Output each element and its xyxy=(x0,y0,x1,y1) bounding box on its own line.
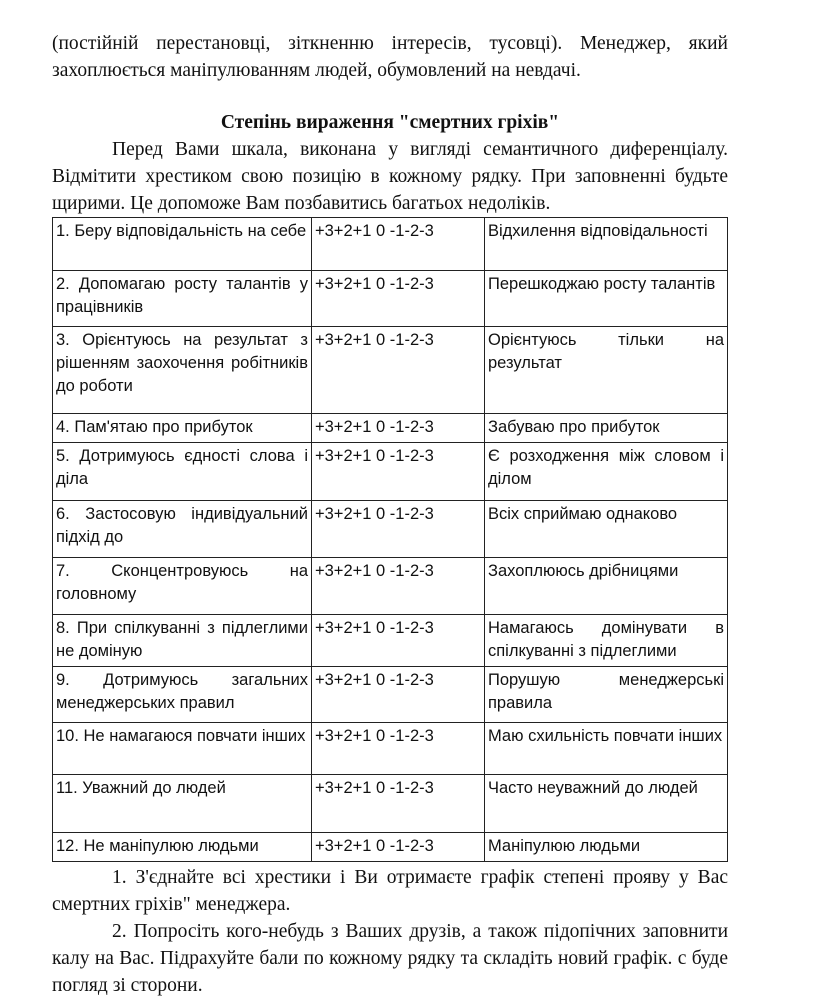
positive-pole-cell: 12. Не маніпулюю людьми xyxy=(53,833,312,862)
negative-pole-cell: Всіх сприймаю однаково xyxy=(485,501,728,558)
table-row xyxy=(53,775,728,833)
table-row xyxy=(53,558,728,615)
table-row xyxy=(53,271,728,327)
scale-cell[interactable]: +3+2+1 0 -1-2-3 xyxy=(312,327,485,414)
table-row xyxy=(53,218,728,271)
scale-cell[interactable]: +3+2+1 0 -1-2-3 xyxy=(312,501,485,558)
positive-pole-cell: 4. Пам'ятаю про прибуток xyxy=(53,414,312,443)
negative-pole-cell: Часто неуважний до людей xyxy=(485,775,728,833)
table-row xyxy=(53,501,728,558)
table-row xyxy=(53,833,728,862)
positive-pole-cell: 7. Сконцентровуюсь на головному xyxy=(53,558,312,615)
scale-cell[interactable]: +3+2+1 0 -1-2-3 xyxy=(312,271,485,327)
positive-pole-cell: 10. Не намагаюся повчати інших xyxy=(53,723,312,775)
section-title: Степінь вираження "смертних гріхів" xyxy=(220,112,560,133)
instructions-paragraph: Перед Вами шкала, виконана у вигляді семантичного диференціалу. Відмітити хрестиком свою позицію в кожному рядку. При заповненні будьте щирими. Це допоможе Вам позбавитись багатьох недоліків. xyxy=(52,139,728,214)
positive-pole-cell: 9. Дотримуюсь загальних менеджерських правил xyxy=(53,667,312,723)
scale-cell[interactable]: +3+2+1 0 -1-2-3 xyxy=(312,833,485,862)
table-row xyxy=(53,327,728,414)
positive-pole-cell: 11. Уважний до людей xyxy=(53,775,312,833)
table-row xyxy=(53,443,728,501)
table-row xyxy=(53,414,728,443)
scale-cell[interactable]: +3+2+1 0 -1-2-3 xyxy=(312,218,485,271)
negative-pole-cell: Захоплююсь дрібницями xyxy=(485,558,728,615)
positive-pole-cell: 2. Допомагаю росту талантів у працівників xyxy=(53,271,312,327)
negative-pole-cell: Є розходження між словом і ділом xyxy=(485,443,728,501)
step-1-paragraph: 1. З'єднайте всі хрестики і Ви отримаєте графік степені прояву у Вас смертних гріхів" менеджера. xyxy=(52,867,728,915)
positive-pole-cell: 8. При спілкуванні з підлеглими не доміную xyxy=(53,615,312,667)
scale-cell[interactable]: +3+2+1 0 -1-2-3 xyxy=(312,558,485,615)
step-2-paragraph: 2. Попросіть кого-небудь з Ваших друзів, а також підопічних заповнити калу на Вас. Підрахуйте бали по кожному рядку та складіть новий графік. с буде погляд зі сторони. xyxy=(52,921,728,996)
positive-pole-cell: 6. Застосовую індивідуальний підхід до xyxy=(53,501,312,558)
scale-cell[interactable]: +3+2+1 0 -1-2-3 xyxy=(312,615,485,667)
positive-pole-cell: 3. Орієнтуюсь на результат з рішенням заохочення робітників до роботи xyxy=(53,327,312,414)
positive-pole-cell: 5. Дотримуюсь єдності слова і діла xyxy=(53,443,312,501)
scale-cell[interactable]: +3+2+1 0 -1-2-3 xyxy=(312,667,485,723)
scale-cell[interactable]: +3+2+1 0 -1-2-3 xyxy=(312,414,485,443)
semantic-differential-table xyxy=(52,217,728,862)
table-row xyxy=(53,723,728,775)
scale-cell[interactable]: +3+2+1 0 -1-2-3 xyxy=(312,443,485,501)
negative-pole-cell: Відхилення відповідальності xyxy=(485,218,728,271)
scale-cell[interactable]: +3+2+1 0 -1-2-3 xyxy=(312,775,485,833)
positive-pole-cell: 1. Беру відповідальність на себе xyxy=(53,218,312,271)
document-page xyxy=(52,30,728,999)
negative-pole-cell: Маю схильність повчати інших xyxy=(485,723,728,775)
negative-pole-cell: Намагаюсь домінувати в спілкуванні з підлеглими xyxy=(485,615,728,667)
table-row xyxy=(53,667,728,723)
negative-pole-cell: Перешкоджаю росту талантів xyxy=(485,271,728,327)
table-row xyxy=(53,615,728,667)
intro-paragraph: (постійній перестановці, зіткненню інтересів, тусовці). Менеджер, який захоплюється маніпулюванням людей, обумовлений на невдачі. xyxy=(52,33,728,81)
scale-cell[interactable]: +3+2+1 0 -1-2-3 xyxy=(312,723,485,775)
negative-pole-cell: Орієнтуюсь тільки на результат xyxy=(485,327,728,414)
negative-pole-cell: Забуваю про прибуток xyxy=(485,414,728,443)
negative-pole-cell: Порушую менеджерські правила xyxy=(485,667,728,723)
negative-pole-cell: Маніпулюю людьми xyxy=(485,833,728,862)
